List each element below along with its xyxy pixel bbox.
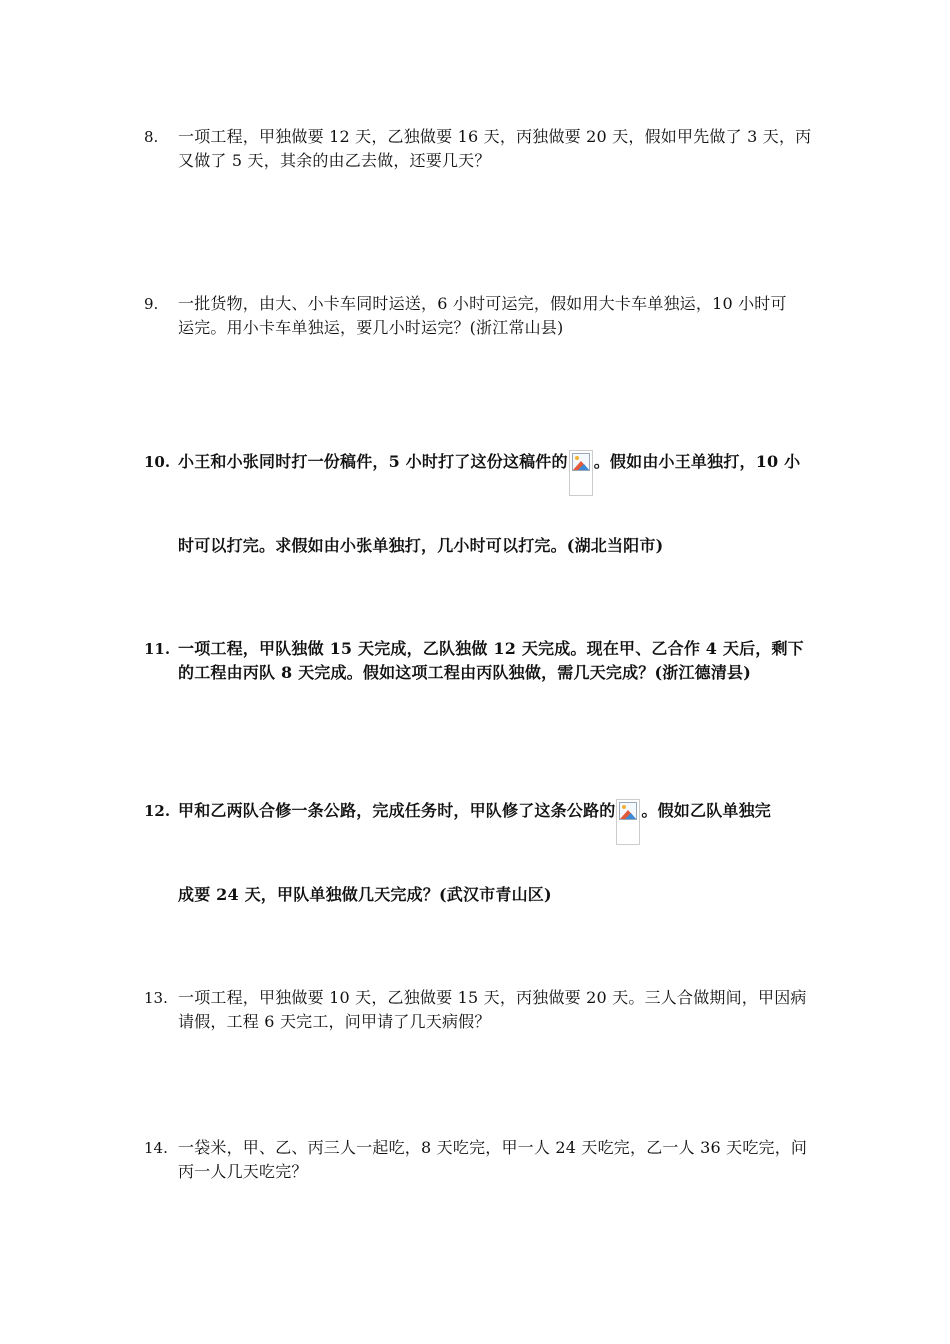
question-line: 一批货物，由大、小卡车同时运送，6 小时可运完，假如用大卡车单独运，10 小时可: [178, 294, 787, 313]
question-text-segment: 小王和小张同时打一份稿件，5 小时打了这份这稿件的: [178, 452, 568, 471]
question-number: 13.: [144, 989, 168, 1007]
broken-image-icon: [569, 450, 593, 496]
question-line: 请假，工程 6 天完工，问甲请了几天病假？: [178, 1012, 491, 1031]
question-text-segment: 。假如由小王单独打，10 小: [593, 452, 801, 471]
question-line: 的工程由丙队 8 天完成。假如这项工程由丙队独做，需几天完成？(浙江德清县): [178, 663, 752, 682]
question-text: [178, 450, 808, 558]
question-text-segment: 甲和乙两队合修一条公路，完成任务时，甲队修了这条公路的: [178, 801, 616, 820]
question-line: 一袋米，甲、乙、丙三人一起吃，8 天吃完，甲一人 24 天吃完，乙一人 36 天吃完，问: [178, 1138, 808, 1157]
question-text: [178, 986, 808, 1034]
question-number: 10.: [144, 453, 171, 471]
question-line: [178, 799, 808, 845]
question-line: 运完。用小卡车单独运，要几小时运完？(浙江常山县): [178, 318, 564, 337]
question-text-segment: 。假如乙队单独完: [641, 801, 772, 820]
question-line: 又做了 5 天，其余的由乙去做，还要几天？: [178, 151, 491, 170]
question-line: 一项工程，甲队独做 15 天完成，乙队独做 12 天完成。现在甲、乙合作 4 天后，剩下: [178, 639, 804, 658]
question-text: [178, 1136, 808, 1184]
question-line: 丙一人几天吃完？: [178, 1162, 308, 1181]
question-number: 14.: [144, 1139, 168, 1157]
question-number: 9.: [144, 295, 159, 313]
question-text: [178, 292, 808, 340]
question-line: 时可以打完。求假如由小张单独打，几小时可以打完。(湖北当阳市): [178, 536, 664, 555]
broken-image-icon: [616, 799, 640, 845]
question-number: 11.: [144, 640, 171, 658]
question-text: [178, 637, 808, 685]
question-line: 成要 24 天，甲队单独做几天完成？(武汉市青山区): [178, 885, 552, 904]
question-number: 12.: [144, 802, 171, 820]
question-line: 一项工程，甲独做要 12 天，乙独做要 16 天，丙独做要 20 天，假如甲先做了 3 天，丙: [178, 127, 812, 146]
question-line: 一项工程，甲独做要 10 天，乙独做要 15 天，丙独做要 20 天。三人合做期间，甲因病: [178, 988, 807, 1007]
question-line: [178, 450, 808, 496]
question-text: [178, 799, 808, 907]
question-number: 8.: [144, 128, 159, 146]
question-text: [178, 125, 812, 173]
